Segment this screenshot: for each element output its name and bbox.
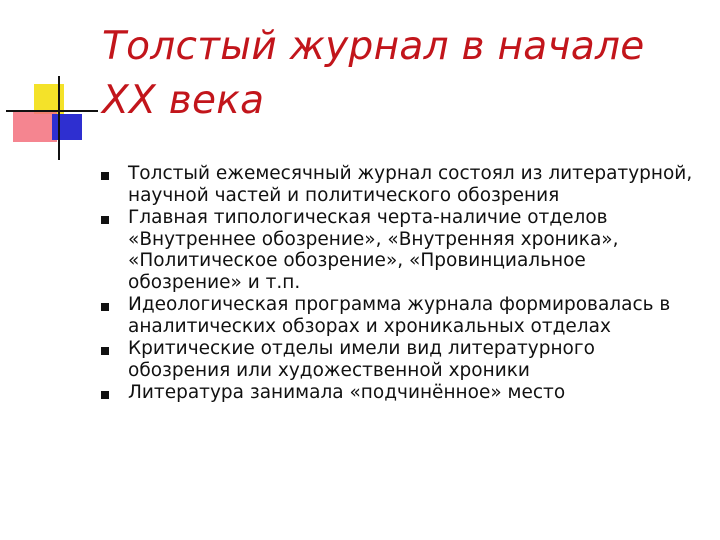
red-square-shape <box>13 112 57 142</box>
square-bullet-icon <box>101 391 109 399</box>
bullet-text: Толстый ежемесячный журнал состоял из литературной, научной частей и политического обозрения <box>128 163 693 206</box>
bullet-item <box>98 338 698 381</box>
bullet-text: Литература занимала «подчинённое» место <box>128 382 566 403</box>
bullet-item <box>98 207 698 293</box>
bullet-item <box>98 294 698 337</box>
blue-square-shape <box>52 114 82 140</box>
square-bullet-icon <box>101 347 109 355</box>
bullet-text: Критические отделы имели вид литературного обозрения или художественной хроники <box>128 338 595 381</box>
square-bullet-icon <box>101 303 109 311</box>
decorative-squares-logo <box>0 0 100 170</box>
bullet-list <box>98 163 698 405</box>
vertical-line-shape <box>58 76 60 160</box>
bullet-item <box>98 382 698 404</box>
horizontal-line-shape <box>6 110 98 112</box>
square-bullet-icon <box>101 172 109 180</box>
bullet-item <box>98 163 698 206</box>
slide-title: Толстый журнал в начале XX века <box>102 24 645 123</box>
bullet-text: Главная типологическая черта-наличие отделов «Внутреннее обозрение», «Внутренняя хроника», «Политическое обозрение», «Провинциальное обозрение» и т.п. <box>128 207 619 293</box>
square-bullet-icon <box>101 216 109 224</box>
bullet-text: Идеологическая программа журнала формировалась в аналитических обзорах и хроникальных отделах <box>128 294 671 337</box>
